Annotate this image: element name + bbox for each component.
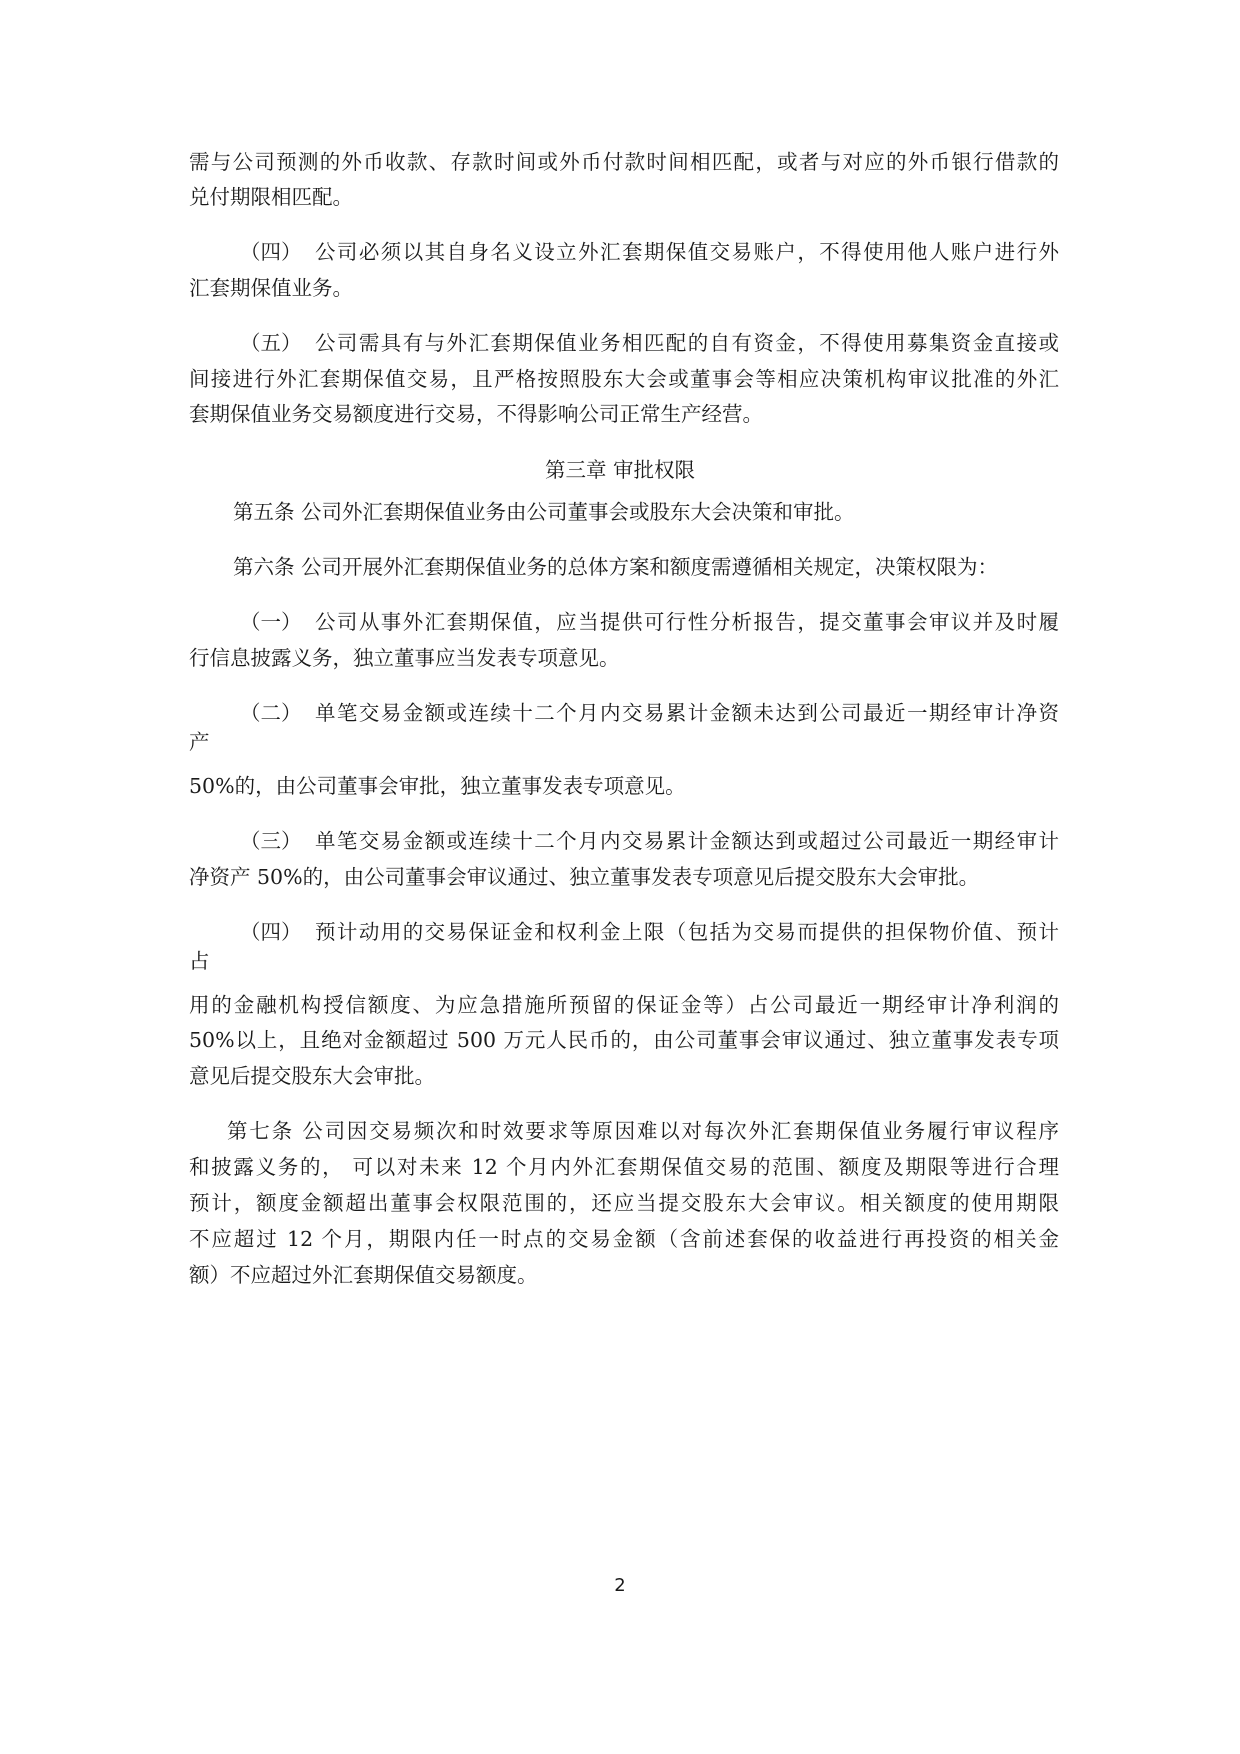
paragraph-line: 公司必须以其自身名义设立外汇套期保值交易账户，不得使用他人账户进行外	[315, 240, 1059, 264]
paragraph-line: 套期保值业务交易额度进行交易，不得影响公司正常生产经营。	[189, 402, 763, 426]
paragraph-line: 净资产 50%的，由公司董事会审议通过、独立董事发表专项意见后提交股东大会审批。	[189, 865, 980, 889]
article-7: 第七条 公司因交易频次和时效要求等原因难以对每次外汇套期保值业务履行审议程序	[227, 1119, 1059, 1143]
paragraph-line: 50%的，由公司董事会审批，独立董事发表专项意见。	[189, 774, 686, 798]
item-label: （四）	[240, 240, 302, 264]
paragraph-line: 和披露义务的， 可以对未来 12 个月内外汇套期保值交易的范围、额度及期限等进行合理	[189, 1155, 1059, 1179]
paragraph-line: 单笔交易金额或连续十二个月内交易累计金额达到或超过公司最近一期经审计	[315, 829, 1059, 853]
chapter-heading: 第三章 审批权限	[544, 458, 696, 482]
article-5: 第五条 公司外汇套期保值业务由公司董事会或股东大会决策和审批。	[233, 500, 855, 524]
paragraph-line: 产	[189, 730, 210, 754]
paragraph-line: 不应超过 12 个月，期限内任一时点的交易金额（含前述套保的收益进行再投资的相关金	[189, 1227, 1059, 1251]
item-label: （一）	[240, 610, 302, 634]
paragraph-line: 行信息披露义务，独立董事应当发表专项意见。	[189, 646, 620, 670]
paragraph-line: 占	[189, 949, 210, 973]
paragraph-line: 预计，额度金额超出董事会权限范围的，还应当提交股东大会审议。相关额度的使用期限	[189, 1191, 1059, 1215]
paragraph-line: 间接进行外汇套期保值交易，且严格按照股东大会或董事会等相应决策机构审议批准的外汇	[189, 367, 1059, 391]
item-label: （五）	[240, 331, 302, 355]
paragraph-line: 兑付期限相匹配。	[189, 185, 353, 209]
item-label: （四）	[240, 920, 302, 944]
paragraph-line: 需与公司预测的外币收款、存款时间或外币付款时间相匹配，或者与对应的外币银行借款的	[189, 150, 1059, 174]
paragraph-line: 额）不应超过外汇套期保值交易额度。	[189, 1263, 538, 1287]
page-number: 2	[614, 1575, 626, 1596]
paragraph-line: 意见后提交股东大会审批。	[189, 1064, 435, 1088]
paragraph-line: 预计动用的交易保证金和权利金上限（包括为交易而提供的担保物价值、预计	[315, 920, 1059, 944]
item-label: （二）	[240, 701, 302, 725]
item-label: （三）	[240, 829, 302, 853]
paragraph-line: 用的金融机构授信额度、为应急措施所预留的保证金等）占公司最近一期经审计净利润的	[189, 993, 1059, 1017]
paragraph-line: 公司需具有与外汇套期保值业务相匹配的自有资金，不得使用募集资金直接或	[315, 331, 1059, 355]
paragraph-line: 单笔交易金额或连续十二个月内交易累计金额未达到公司最近一期经审计净资	[315, 701, 1059, 725]
article-6: 第六条 公司开展外汇套期保值业务的总体方案和额度需遵循相关规定，决策权限为：	[233, 555, 999, 579]
paragraph-line: 公司从事外汇套期保值，应当提供可行性分析报告，提交董事会审议并及时履	[315, 610, 1059, 634]
paragraph-line: 汇套期保值业务。	[189, 276, 353, 300]
paragraph-line: 50%以上，且绝对金额超过 500 万元人民币的，由公司董事会审议通过、独立董事发表专项	[189, 1028, 1059, 1052]
